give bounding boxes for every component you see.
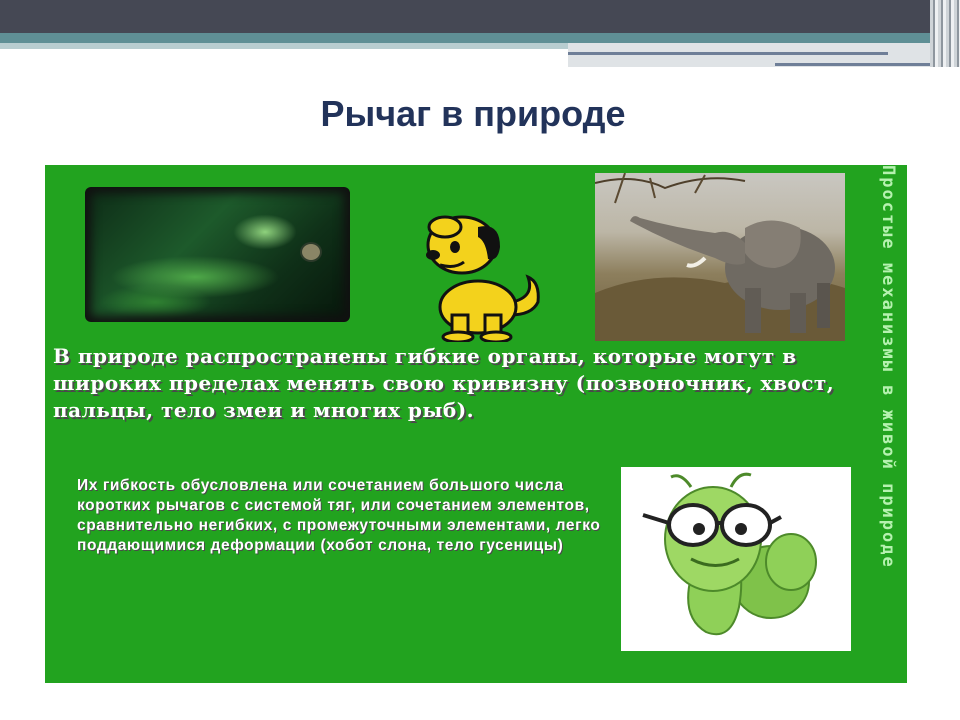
- dog-image: [400, 207, 550, 342]
- header-accent-bar: [0, 33, 960, 43]
- header-line: [568, 52, 888, 55]
- header-line: [775, 63, 945, 66]
- elephant-image: [595, 173, 845, 341]
- main-paragraph: В природе распространены гибкие органы, которые могут в широких пределах менять свою кривизну (позвоночник, хвост, пальцы, тело змеи и многих рыб).: [53, 344, 835, 422]
- slide-title: Рычаг в природе: [320, 93, 626, 134]
- secondary-paragraph: Их гибкость обусловлена или сочетанием большого числа коротких рычагов с системой тяг, или сочетанием элементов, сравнительно негибких, с промежуточными элементами, легко поддающимися деформации (хобот слона, тело гусеницы): [77, 477, 601, 554]
- content-panel: [45, 165, 907, 683]
- snake-eye: [300, 242, 322, 262]
- caterpillar-image: [621, 467, 851, 651]
- vertical-heading: Простые механизмы в живой природе: [878, 165, 898, 569]
- header-bar: [0, 0, 960, 33]
- snake-image: [85, 187, 350, 322]
- header-edge-stripes: [930, 0, 960, 67]
